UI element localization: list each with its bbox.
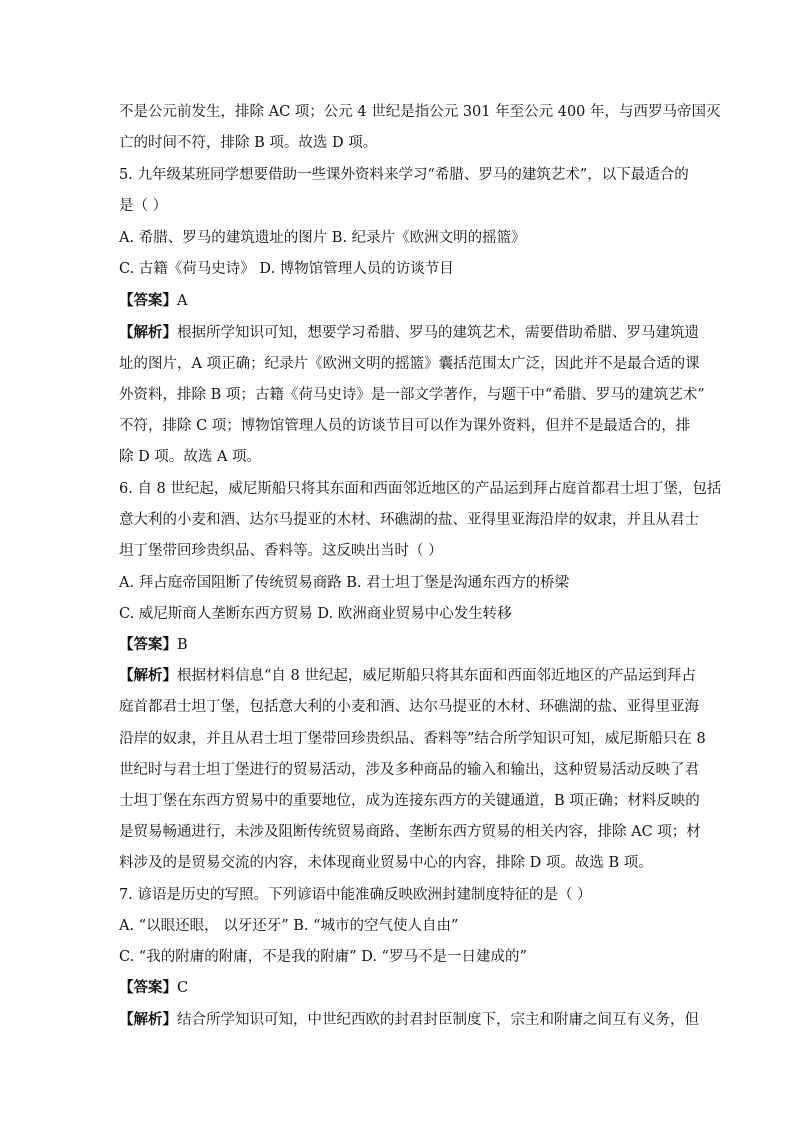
analysis-label: 【解析】 bbox=[119, 324, 177, 341]
answer-label: 【答案】 bbox=[119, 636, 177, 653]
analysis-text: 根据所学知识可知，想要学习希腊、罗马的建筑艺术，需要借助希腊、罗马建筑遗 bbox=[177, 325, 699, 341]
analysis-line: 不符，排除 C 项；博物馆管理人员的访谈节目可以作为课外资料，但并不是最适合的，排 bbox=[119, 418, 691, 434]
option-line: C. 威尼斯商人垄断东西方贸易 D. 欧洲商业贸易中心发生转移 bbox=[119, 606, 512, 622]
analysis-line: 庭首都君士坦丁堡，包括意大利的小麦和酒、达尔马提亚的木材、环礁湖的盐、亚得里亚海 bbox=[119, 699, 699, 715]
answer-line bbox=[119, 291, 187, 311]
answer-label: 【答案】 bbox=[119, 292, 177, 309]
answer-line bbox=[119, 635, 188, 655]
question-stem: 是（ ） bbox=[119, 198, 168, 214]
analysis-line bbox=[119, 323, 699, 343]
analysis-line: 外资料，排除 B 项；古籍《荷马史诗》是一部文学著作，与题干中“希腊、罗马的建筑艺术” bbox=[119, 387, 705, 403]
text-line: 不是公元前发生，排除 AC 项；公元 4 世纪是指公元 301 年至公元 400 年，与西罗马帝国灭 bbox=[119, 104, 721, 120]
option-line: A. 拜占庭帝国阻断了传统贸易商路 B. 君士坦丁堡是沟通东西方的桥梁 bbox=[119, 575, 570, 591]
answer-label: 【答案】 bbox=[119, 979, 177, 996]
analysis-line: 除 D 项。故选 A 项。 bbox=[119, 449, 262, 465]
analysis-line: 料涉及的是贸易交流的内容，未体现商业贸易中心的内容，排除 D 项。故选 B 项。 bbox=[119, 855, 653, 871]
text-line: 亡的时间不符，排除 B 项。故选 D 项。 bbox=[119, 135, 378, 151]
analysis-line: 址的图片，A 项正确；纪录片《欧洲文明的摇篮》囊括范围太广泛，因此并不是最合适的课 bbox=[119, 356, 700, 372]
analysis-text: 结合所学知识可知，中世纪西欧的封君封臣制度下，宗主和附庸之间互有义务，但 bbox=[177, 1012, 699, 1028]
analysis-text: 根据材料信息“自 8 世纪起，威尼斯船只将其东面和西面邻近地区的产品运到拜占 bbox=[177, 668, 696, 684]
analysis-line: 世纪时与君士坦丁堡进行的贸易活动，涉及多种商品的输入和输出，这种贸易活动反映了君 bbox=[119, 762, 699, 778]
question-stem: 7. 谚语是历史的写照。下列谚语中能准确反映欧洲封建制度特征的是（ ） bbox=[119, 887, 592, 903]
analysis-label: 【解析】 bbox=[119, 667, 177, 684]
analysis-line bbox=[119, 666, 696, 686]
option-line: A. “以眼还眼， 以牙还牙” B. “城市的空气使人自由” bbox=[119, 918, 459, 934]
answer-value: C bbox=[177, 980, 189, 996]
option-line: C. 古籍《荷马史诗》 D. 博物馆管理人员的访谈节目 bbox=[119, 261, 454, 277]
analysis-line: 是贸易畅通进行，未涉及阻断传统贸易商路、垄断东西方贸易的相关内容，排除 AC 项；材 bbox=[119, 824, 701, 840]
question-stem: 5. 九年级某班同学想要借助一些课外资料来学习“希腊、罗马的建筑艺术”，以下最适合的 bbox=[119, 167, 689, 183]
analysis-line: 士坦丁堡在东西方贸易中的重要地位，成为连接东西方的关键通道，B 项正确；材料反映的 bbox=[119, 793, 700, 809]
question-stem: 意大利的小麦和酒、达尔马提亚的木材、环礁湖的盐、亚得里亚海沿岸的奴隶，并且从君士 bbox=[119, 512, 699, 528]
answer-line bbox=[119, 978, 188, 998]
option-line: C. “我的附庸的附庸，不是我的附庸” D. “罗马不是一日建成的” bbox=[119, 949, 527, 965]
answer-value: B bbox=[177, 637, 188, 653]
analysis-label: 【解析】 bbox=[119, 1011, 177, 1028]
answer-value: A bbox=[177, 293, 188, 309]
analysis-line: 沿岸的奴隶，并且从君士坦丁堡带回珍贵织品、香料等”结合所学知识可知，威尼斯船只在 8 bbox=[119, 731, 706, 747]
question-stem: 6. 自 8 世纪起，威尼斯船只将其东面和西面邻近地区的产品运到拜占庭首都君士坦丁堡，包括 bbox=[119, 481, 722, 497]
option-line: A. 希腊、罗马的建筑遗址的图片 B. 纪录片《欧洲文明的摇篮》 bbox=[119, 230, 526, 246]
question-stem: 坦丁堡带回珍贵织品、香料等。这反映出当时（ ） bbox=[119, 543, 443, 559]
analysis-line bbox=[119, 1010, 699, 1030]
